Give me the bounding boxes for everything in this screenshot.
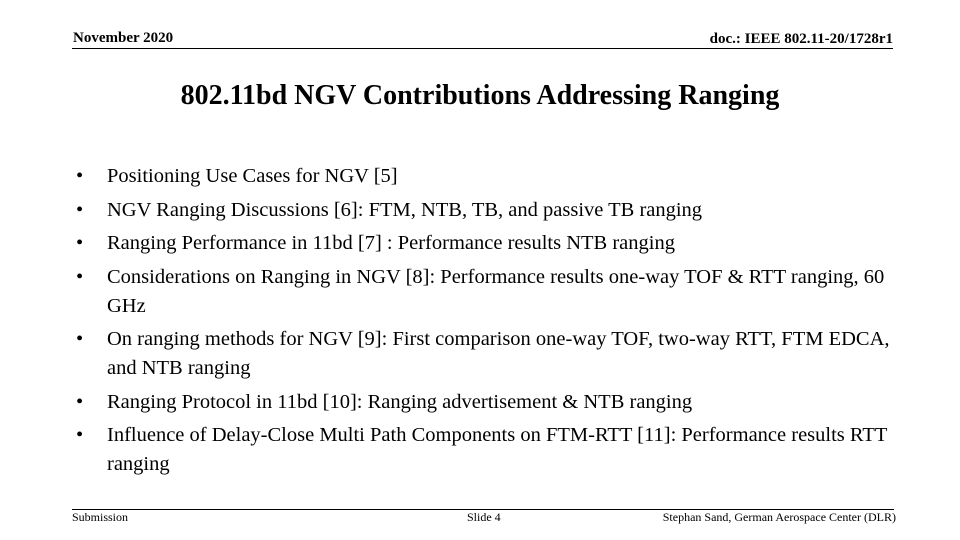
header-date: November 2020 [73,30,174,46]
bullet-marker: • [76,265,84,288]
bullet-text: Considerations on Ranging in NGV [8]: Performance results one-way TOF & RTT ranging, 60 GHz [107,265,885,317]
header-doc-id: doc.: IEEE 802.11-20/1728r1 [709,31,893,47]
bullet-text: Influence of Delay-Close Multi Path Components on FTM-RTT [11]: Performance results RTT ranging [107,424,888,475]
bullet-marker: • [76,198,84,221]
bullet-marker: • [76,232,84,254]
bullet-item [76,229,896,258]
bullet-text: Ranging Protocol in 11bd [10]: Ranging advertisement & NTB ranging [107,390,693,413]
bullet-item [76,196,896,225]
bullet-item [76,325,896,383]
bullet-text: NGV Ranging Discussions [6]: FTM, NTB, TB, and passive TB ranging [107,198,703,221]
header-divider [72,48,893,49]
bullet-text: On ranging methods for NGV [9]: First comparison one-way TOF, two-way RTT, FTM EDCA, and NTB ranging [107,328,890,379]
slide-title: 802.11bd NGV Contributions Addressing Ranging [180,80,780,111]
bullet-marker: • [76,390,84,413]
bullet-marker: • [76,165,84,187]
bullet-list [76,162,896,484]
footer-author: Stephan Sand, German Aerospace Center (DLR) [662,510,896,524]
bullet-item [76,421,896,479]
bullet-text: Positioning Use Cases for NGV [5] [107,165,398,187]
footer-submission: Submission [72,510,129,524]
bullet-item [76,162,896,191]
bullet-item [76,263,896,321]
bullet-text: Ranging Performance in 11bd [7] : Performance results NTB ranging [107,232,675,254]
bullet-marker: • [76,424,84,446]
bullet-item [76,388,896,417]
bullet-marker: • [76,328,84,350]
footer-slide-number: Slide 4 [467,510,501,524]
